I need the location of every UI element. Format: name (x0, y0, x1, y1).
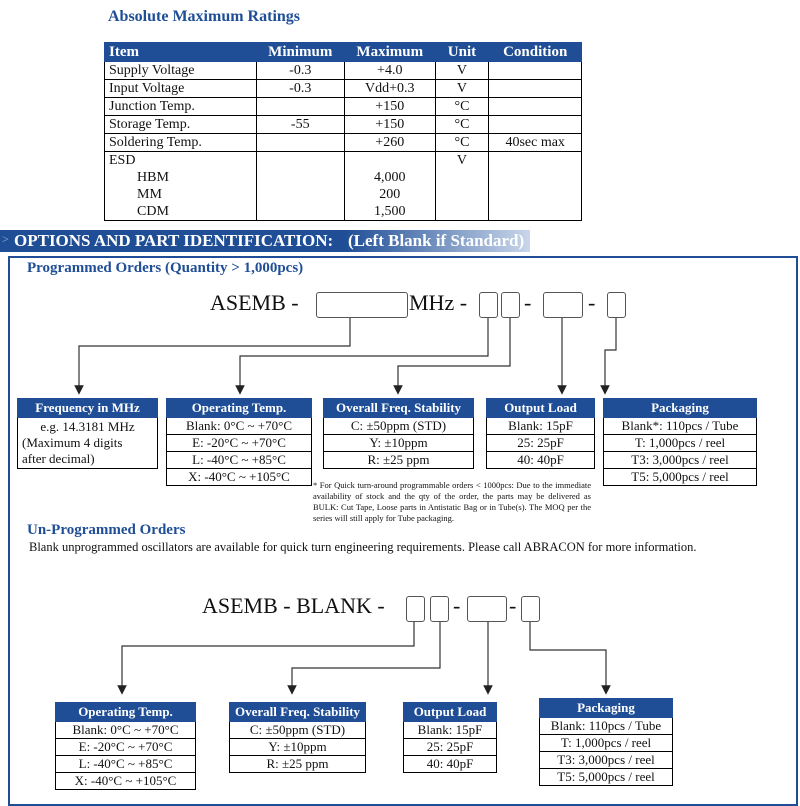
option-row: T3: 3,000pcs / reel (539, 752, 673, 769)
col-max-header: Maximum (345, 43, 436, 62)
option-row: Blank: 15pF (403, 722, 497, 739)
option-row: X: -40°C ~ +105°C (166, 469, 312, 486)
ratings-cell-max: +4.0 (345, 62, 436, 80)
option-row: L: -40°C ~ +85°C (55, 756, 196, 773)
ratings-cell-item: Storage Temp. (105, 116, 257, 134)
ratings-cell-item: ESD (105, 152, 257, 170)
ratings-cell-item: Soldering Temp. (105, 134, 257, 152)
ratings-cell-item: Junction Temp. (105, 98, 257, 116)
ratings-cell-max: 1,500 (345, 203, 436, 221)
option-header: Output Load (486, 398, 595, 418)
option-header: Packaging (603, 398, 757, 418)
frequency-line: e.g. 14.3181 MHz (40, 419, 135, 434)
option-row: 40: 40pF (486, 452, 595, 469)
ratings-cell-unit: V (435, 152, 489, 170)
up-load-table (403, 702, 497, 773)
ratings-cell-min: -0.3 (256, 80, 344, 98)
ratings-cell-min: -55 (256, 116, 344, 134)
ratings-cell-max: +150 (345, 98, 436, 116)
frequency-table (17, 398, 158, 469)
ratings-cell-condition: 40sec max (489, 134, 582, 152)
frequency-line: (Maximum 4 digits (22, 435, 123, 450)
option-row: E: -20°C ~ +70°C (166, 435, 312, 452)
frequency-line: after decimal) (22, 451, 95, 466)
arrow-stability (398, 318, 510, 390)
unprogrammed-title: Un-Programmed Orders (27, 522, 186, 538)
up-packaging-table (539, 698, 673, 786)
banner-title: OPTIONS AND PART IDENTIFICATION: (14, 231, 334, 250)
option-row: Blank: 0°C ~ +70°C (55, 722, 196, 739)
option-row: C: ±50ppm (STD) (323, 418, 474, 435)
code-dash: - (453, 593, 461, 618)
code-dash: - (588, 290, 596, 315)
col-unit-header: Unit (435, 43, 489, 62)
option-header: Output Load (403, 702, 497, 722)
arrow-temp (240, 318, 488, 390)
ratings-cell-unit: °C (435, 134, 489, 152)
prog-load-table (486, 398, 595, 469)
ratings-cell-item: Input Voltage (105, 80, 257, 98)
ratings-cell-item: Supply Voltage (105, 62, 257, 80)
option-header: Overall Freq. Stability (229, 702, 366, 722)
col-min-header: Minimum (256, 43, 344, 62)
frequency-desc (17, 418, 158, 469)
up-stability-code-box (430, 596, 449, 622)
ratings-cell-max: +260 (345, 134, 436, 152)
ratings-cell-max: +150 (345, 116, 436, 134)
programmed-code-unit: MHz - (409, 290, 468, 315)
option-row: T: 1,000pcs / reel (539, 735, 673, 752)
ratings-cell-max: Vdd+0.3 (345, 80, 436, 98)
ratings-cell-unit: V (435, 62, 489, 80)
option-header: Operating Temp. (166, 398, 312, 418)
code-dash: - (524, 290, 532, 315)
option-row: T3: 3,000pcs / reel (603, 452, 757, 469)
up-load-code-box (467, 596, 507, 622)
arrow-frequency (79, 318, 350, 390)
ratings-cell-unit: °C (435, 116, 489, 134)
ratings-title: Absolute Maximum Ratings (108, 8, 301, 25)
option-header: Overall Freq. Stability (323, 398, 474, 418)
unprogrammed-description: Blank unprogrammed oscillators are available for quick turn engineering requirements. Please call ABRACON for more information. (29, 540, 697, 554)
option-row: 25: 25pF (403, 739, 497, 756)
prog-temp-table (166, 398, 312, 486)
ratings-cell-max: 200 (345, 186, 436, 203)
unprogrammed-code-prefix: ASEMB - BLANK - (202, 593, 385, 618)
option-row: Y: ±10ppm (323, 435, 474, 452)
option-row: Blank: 110pcs / Tube (539, 718, 673, 735)
option-row: X: -40°C ~ +105°C (55, 773, 196, 790)
option-row: E: -20°C ~ +70°C (55, 739, 196, 756)
ratings-cell-item: CDM (105, 203, 257, 221)
programmed-code-prefix: ASEMB - (210, 290, 299, 315)
frequency-header: Frequency in MHz (17, 398, 158, 418)
prog-packaging-table (603, 398, 757, 486)
code-dash: - (509, 593, 517, 618)
option-row: 40: 40pF (403, 756, 497, 773)
ratings-cell-max: 4,000 (345, 169, 436, 186)
option-row: Blank*: 110pcs / Tube (603, 418, 757, 435)
option-row: Y: ±10ppm (229, 739, 366, 756)
programmed-footnote: * For Quick turn-around programmable orders < 1000pcs: Due to the immediate availability of stock and the qty of the order, the parts may be delivered as BULK: Cut Tape, Loose parts in Antistatic Bag or in Tube(s). The MOQ per the series will still apply for Tube packaging. (313, 480, 591, 523)
arrow-up-packaging (530, 620, 606, 690)
ratings-cell-unit: V (435, 80, 489, 98)
ratings-cell-min: -0.3 (256, 62, 344, 80)
prog-stability-table (323, 398, 474, 469)
option-row: T5: 5,000pcs / reel (539, 769, 673, 786)
up-packaging-code-box (521, 596, 540, 622)
option-header: Packaging (539, 698, 673, 718)
option-row: L: -40°C ~ +85°C (166, 452, 312, 469)
option-row: Blank: 15pF (486, 418, 595, 435)
arrow-packaging (605, 318, 616, 390)
option-header: Operating Temp. (55, 702, 196, 722)
col-item-header: Item (105, 43, 257, 62)
option-row: C: ±50ppm (STD) (229, 722, 366, 739)
ratings-cell-item: HBM (105, 169, 257, 186)
up-temp-code-box (406, 596, 425, 622)
banner-arrow: > (2, 232, 9, 246)
col-condition-header: Condition (489, 43, 582, 62)
ratings-cell-item: MM (105, 186, 257, 203)
arrow-up-stability (292, 620, 440, 690)
ratings-cell-unit: °C (435, 98, 489, 116)
option-row: T5: 5,000pcs / reel (603, 469, 757, 486)
option-row: Blank: 0°C ~ +70°C (166, 418, 312, 435)
option-row: 25: 25pF (486, 435, 595, 452)
option-row: R: ±25 ppm (229, 756, 366, 773)
programmed-title: Programmed Orders (Quantity > 1,000pcs) (27, 260, 304, 276)
up-stability-table (229, 702, 366, 773)
option-row: R: ±25 ppm (323, 452, 474, 469)
option-row: T: 1,000pcs / reel (603, 435, 757, 452)
up-temp-table (55, 702, 196, 790)
arrow-up-temp (122, 620, 414, 690)
banner-subtitle: (Left Blank if Standard) (348, 231, 525, 250)
